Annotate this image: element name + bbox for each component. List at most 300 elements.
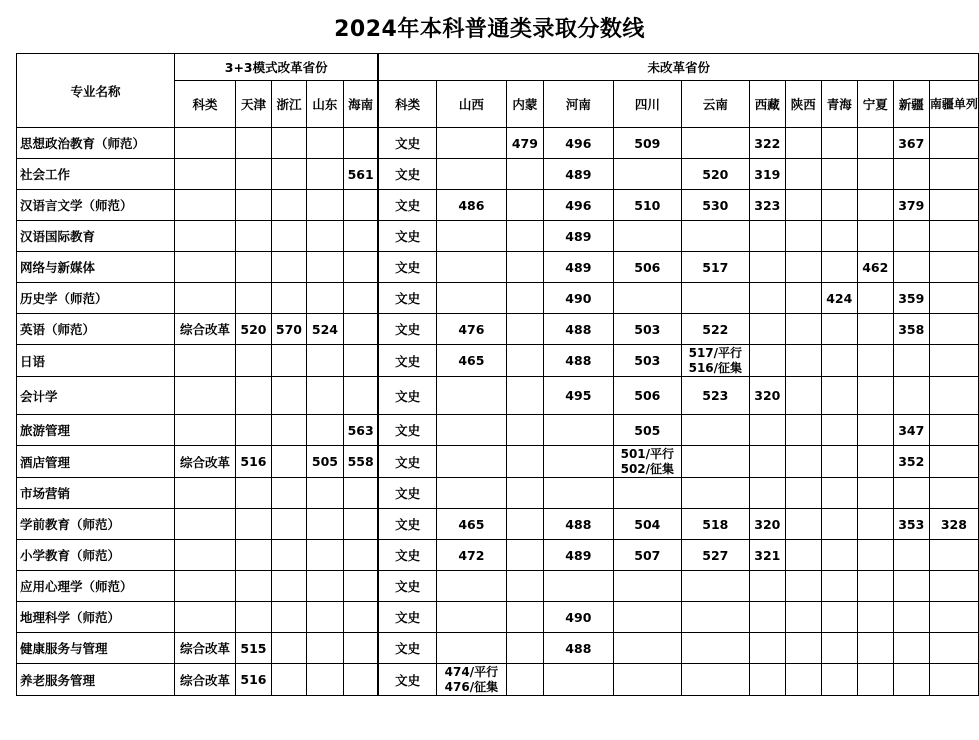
nonreform-score-cell <box>436 252 506 283</box>
reform-score-cell <box>306 602 343 633</box>
reform-score-cell <box>174 252 235 283</box>
reform-score-cell <box>271 571 306 602</box>
table-row <box>17 314 979 345</box>
nonreform-score-cell <box>436 377 506 415</box>
nonreform-score-cell <box>857 221 893 252</box>
nonreform-score-cell: 465 <box>436 345 506 377</box>
table-row <box>17 540 979 571</box>
nonreform-score-cell <box>749 571 785 602</box>
nonreform-score-cell: 488 <box>543 633 613 664</box>
reform-score-cell <box>343 221 378 252</box>
nonreform-score-cell <box>506 478 543 509</box>
nonreform-score-cell: 503 <box>613 314 681 345</box>
nonreform-score-cell <box>893 602 929 633</box>
reform-score-cell <box>235 190 271 221</box>
nonreform-score-cell: 503 <box>613 345 681 377</box>
header-nonreform-col: 河南 <box>543 81 613 128</box>
nonreform-score-cell <box>893 252 929 283</box>
nonreform-score-cell: 文史 <box>378 664 436 696</box>
reform-score-cell <box>174 478 235 509</box>
nonreform-score-cell <box>821 128 857 159</box>
header-nonreform-group: 未改革省份 <box>378 54 978 81</box>
nonreform-score-cell <box>749 221 785 252</box>
nonreform-score-cell: 319 <box>749 159 785 190</box>
nonreform-score-cell: 489 <box>543 540 613 571</box>
table-row <box>17 283 979 314</box>
nonreform-score-cell <box>929 478 978 509</box>
reform-score-cell <box>271 128 306 159</box>
nonreform-score-cell: 527 <box>681 540 749 571</box>
reform-score-cell <box>343 664 378 696</box>
table-row <box>17 190 979 221</box>
nonreform-score-cell <box>613 602 681 633</box>
nonreform-score-cell: 文史 <box>378 190 436 221</box>
nonreform-score-cell <box>929 221 978 252</box>
nonreform-score-cell <box>929 128 978 159</box>
reform-score-cell <box>271 446 306 478</box>
nonreform-score-cell <box>929 415 978 446</box>
nonreform-score-cell: 文史 <box>378 571 436 602</box>
reform-score-cell <box>271 190 306 221</box>
nonreform-score-cell <box>821 314 857 345</box>
nonreform-score-cell <box>821 664 857 696</box>
nonreform-score-cell <box>506 159 543 190</box>
reform-score-cell: 516 <box>235 664 271 696</box>
nonreform-score-cell <box>857 345 893 377</box>
reform-score-cell <box>235 509 271 540</box>
header-nonreform-col: 云南 <box>681 81 749 128</box>
nonreform-score-cell <box>785 314 821 345</box>
reform-score-cell: 516 <box>235 446 271 478</box>
nonreform-score-cell: 465 <box>436 509 506 540</box>
reform-score-cell <box>235 159 271 190</box>
nonreform-score-cell: 320 <box>749 377 785 415</box>
reform-score-cell: 综合改革 <box>174 314 235 345</box>
reform-score-cell: 515 <box>235 633 271 664</box>
nonreform-score-cell: 488 <box>543 345 613 377</box>
nonreform-score-cell <box>929 664 978 696</box>
reform-score-cell <box>235 252 271 283</box>
nonreform-score-cell <box>613 221 681 252</box>
nonreform-score-cell: 490 <box>543 283 613 314</box>
nonreform-score-cell <box>821 571 857 602</box>
nonreform-score-cell <box>857 633 893 664</box>
nonreform-score-cell <box>785 509 821 540</box>
nonreform-score-cell <box>929 633 978 664</box>
nonreform-score-cell <box>543 446 613 478</box>
reform-score-cell <box>343 571 378 602</box>
header-nonreform-col: 山西 <box>436 81 506 128</box>
nonreform-score-cell <box>681 602 749 633</box>
nonreform-score-cell: 文史 <box>378 221 436 252</box>
reform-score-cell <box>174 602 235 633</box>
nonreform-score-cell <box>857 314 893 345</box>
nonreform-score-cell: 424 <box>821 283 857 314</box>
reform-score-cell <box>174 128 235 159</box>
nonreform-score-cell <box>506 345 543 377</box>
nonreform-score-cell <box>749 633 785 664</box>
nonreform-score-cell <box>893 633 929 664</box>
major-name-cell: 应用心理学（师范） <box>17 571 175 602</box>
header-reform-group: 3+3模式改革省份 <box>174 54 378 81</box>
nonreform-score-cell: 353 <box>893 509 929 540</box>
reform-score-cell <box>343 509 378 540</box>
nonreform-score-cell <box>821 221 857 252</box>
reform-score-cell <box>343 633 378 664</box>
reform-score-cell <box>174 345 235 377</box>
nonreform-score-cell <box>543 478 613 509</box>
nonreform-score-cell: 347 <box>893 415 929 446</box>
nonreform-score-cell: 490 <box>543 602 613 633</box>
table-row <box>17 252 979 283</box>
nonreform-score-cell <box>821 446 857 478</box>
nonreform-score-cell <box>436 128 506 159</box>
nonreform-score-cell: 486 <box>436 190 506 221</box>
nonreform-score-cell <box>613 478 681 509</box>
nonreform-score-cell: 323 <box>749 190 785 221</box>
major-name-cell: 社会工作 <box>17 159 175 190</box>
major-name-cell: 思想政治教育（师范） <box>17 128 175 159</box>
nonreform-score-cell: 322 <box>749 128 785 159</box>
reform-score-cell: 综合改革 <box>174 664 235 696</box>
nonreform-score-cell: 352 <box>893 446 929 478</box>
nonreform-score-cell <box>681 415 749 446</box>
reform-score-cell <box>343 377 378 415</box>
nonreform-score-cell <box>821 478 857 509</box>
reform-score-cell <box>271 664 306 696</box>
nonreform-score-cell <box>785 415 821 446</box>
nonreform-score-cell <box>785 540 821 571</box>
reform-score-cell <box>174 159 235 190</box>
header-nonreform-col: 陕西 <box>785 81 821 128</box>
nonreform-score-cell <box>893 540 929 571</box>
nonreform-score-cell <box>893 571 929 602</box>
header-reform-col: 科类 <box>174 81 235 128</box>
reform-score-cell <box>306 478 343 509</box>
nonreform-score-cell: 479 <box>506 128 543 159</box>
nonreform-score-cell <box>681 571 749 602</box>
reform-score-cell <box>306 345 343 377</box>
reform-score-cell <box>343 540 378 571</box>
nonreform-score-cell: 文史 <box>378 314 436 345</box>
nonreform-score-cell <box>821 540 857 571</box>
nonreform-score-cell <box>506 664 543 696</box>
nonreform-score-cell: 510 <box>613 190 681 221</box>
reform-score-cell <box>343 128 378 159</box>
nonreform-score-cell <box>613 633 681 664</box>
reform-score-cell <box>343 283 378 314</box>
nonreform-score-cell <box>436 478 506 509</box>
nonreform-score-cell <box>785 446 821 478</box>
reform-score-cell <box>271 633 306 664</box>
reform-score-cell <box>271 602 306 633</box>
reform-score-cell <box>271 345 306 377</box>
nonreform-score-cell <box>543 571 613 602</box>
nonreform-score-cell <box>821 190 857 221</box>
nonreform-score-cell: 488 <box>543 509 613 540</box>
nonreform-score-cell <box>506 633 543 664</box>
nonreform-score-cell <box>929 190 978 221</box>
nonreform-score-cell: 517/平行 516/征集 <box>681 345 749 377</box>
nonreform-score-cell <box>436 221 506 252</box>
nonreform-score-cell: 文史 <box>378 446 436 478</box>
reform-score-cell: 综合改革 <box>174 446 235 478</box>
header-major: 专业名称 <box>17 54 175 128</box>
nonreform-score-cell <box>857 540 893 571</box>
nonreform-score-cell <box>857 190 893 221</box>
nonreform-score-cell <box>893 345 929 377</box>
reform-score-cell <box>235 571 271 602</box>
header-reform-col: 浙江 <box>271 81 306 128</box>
score-table <box>16 53 979 696</box>
reform-score-cell <box>235 478 271 509</box>
header-nonreform-col: 内蒙 <box>506 81 543 128</box>
nonreform-score-cell <box>749 314 785 345</box>
reform-score-cell <box>343 190 378 221</box>
table-body <box>17 128 979 696</box>
nonreform-score-cell <box>506 571 543 602</box>
nonreform-score-cell <box>436 602 506 633</box>
nonreform-score-cell <box>785 159 821 190</box>
reform-score-cell <box>174 221 235 252</box>
table-row <box>17 509 979 540</box>
nonreform-score-cell <box>785 664 821 696</box>
nonreform-score-cell <box>785 252 821 283</box>
header-nonreform-col: 南疆单列 <box>929 81 978 128</box>
nonreform-score-cell: 489 <box>543 252 613 283</box>
nonreform-score-cell <box>929 571 978 602</box>
nonreform-score-cell <box>821 252 857 283</box>
major-name-cell: 汉语国际教育 <box>17 221 175 252</box>
reform-score-cell <box>174 377 235 415</box>
nonreform-score-cell: 517 <box>681 252 749 283</box>
nonreform-score-cell: 文史 <box>378 252 436 283</box>
reform-score-cell: 综合改革 <box>174 633 235 664</box>
nonreform-score-cell: 520 <box>681 159 749 190</box>
nonreform-score-cell: 505 <box>613 415 681 446</box>
nonreform-score-cell <box>543 664 613 696</box>
reform-score-cell <box>235 128 271 159</box>
nonreform-score-cell <box>749 345 785 377</box>
nonreform-score-cell: 379 <box>893 190 929 221</box>
header-nonreform-col: 宁夏 <box>857 81 893 128</box>
nonreform-score-cell <box>681 664 749 696</box>
nonreform-score-cell <box>893 221 929 252</box>
reform-score-cell <box>271 478 306 509</box>
table-row <box>17 571 979 602</box>
nonreform-score-cell: 462 <box>857 252 893 283</box>
nonreform-score-cell <box>613 571 681 602</box>
table-row <box>17 377 979 415</box>
nonreform-score-cell: 359 <box>893 283 929 314</box>
reform-score-cell: 561 <box>343 159 378 190</box>
table-row <box>17 478 979 509</box>
nonreform-score-cell <box>821 159 857 190</box>
nonreform-score-cell <box>929 540 978 571</box>
table-row <box>17 345 979 377</box>
reform-score-cell <box>271 377 306 415</box>
nonreform-score-cell: 文史 <box>378 602 436 633</box>
nonreform-score-cell <box>749 446 785 478</box>
reform-score-cell <box>174 540 235 571</box>
nonreform-score-cell <box>929 159 978 190</box>
nonreform-score-cell <box>857 415 893 446</box>
reform-score-cell <box>306 283 343 314</box>
nonreform-score-cell: 506 <box>613 377 681 415</box>
nonreform-score-cell <box>893 159 929 190</box>
reform-score-cell <box>271 415 306 446</box>
nonreform-score-cell <box>857 509 893 540</box>
nonreform-score-cell <box>506 221 543 252</box>
reform-score-cell <box>306 252 343 283</box>
nonreform-score-cell: 文史 <box>378 128 436 159</box>
nonreform-score-cell <box>436 446 506 478</box>
header-reform-col: 海南 <box>343 81 378 128</box>
nonreform-score-cell: 文史 <box>378 159 436 190</box>
reform-score-cell <box>235 415 271 446</box>
nonreform-score-cell <box>785 128 821 159</box>
major-name-cell: 地理科学（师范） <box>17 602 175 633</box>
nonreform-score-cell <box>857 571 893 602</box>
reform-score-cell <box>235 540 271 571</box>
nonreform-score-cell <box>929 446 978 478</box>
nonreform-score-cell <box>613 159 681 190</box>
nonreform-score-cell <box>749 602 785 633</box>
nonreform-score-cell <box>681 221 749 252</box>
nonreform-score-cell <box>785 571 821 602</box>
table-row <box>17 415 979 446</box>
reform-score-cell <box>343 314 378 345</box>
nonreform-score-cell <box>506 602 543 633</box>
nonreform-score-cell <box>785 190 821 221</box>
nonreform-score-cell: 文史 <box>378 633 436 664</box>
nonreform-score-cell <box>436 159 506 190</box>
major-name-cell: 小学教育（师范） <box>17 540 175 571</box>
nonreform-score-cell <box>857 377 893 415</box>
nonreform-score-cell <box>821 509 857 540</box>
major-name-cell: 学前教育（师范） <box>17 509 175 540</box>
nonreform-score-cell <box>436 415 506 446</box>
reform-score-cell <box>271 252 306 283</box>
reform-score-cell <box>306 571 343 602</box>
nonreform-score-cell: 509 <box>613 128 681 159</box>
major-name-cell: 健康服务与管理 <box>17 633 175 664</box>
reform-score-cell <box>235 283 271 314</box>
major-name-cell: 网络与新媒体 <box>17 252 175 283</box>
table-row <box>17 128 979 159</box>
nonreform-score-cell <box>857 128 893 159</box>
reform-score-cell: 520 <box>235 314 271 345</box>
header-nonreform-col: 西藏 <box>749 81 785 128</box>
reform-score-cell: 505 <box>306 446 343 478</box>
nonreform-score-cell <box>506 190 543 221</box>
reform-score-cell <box>343 602 378 633</box>
nonreform-score-cell <box>785 633 821 664</box>
nonreform-score-cell: 文史 <box>378 345 436 377</box>
reform-score-cell: 524 <box>306 314 343 345</box>
table-row <box>17 633 979 664</box>
nonreform-score-cell <box>857 478 893 509</box>
reform-score-cell <box>306 415 343 446</box>
reform-score-cell <box>235 345 271 377</box>
nonreform-score-cell: 506 <box>613 252 681 283</box>
reform-score-cell <box>343 478 378 509</box>
reform-score-cell <box>174 571 235 602</box>
page-title: 2024年本科普通类录取分数线 <box>334 17 645 42</box>
table-row <box>17 602 979 633</box>
nonreform-score-cell: 504 <box>613 509 681 540</box>
nonreform-score-cell <box>857 602 893 633</box>
nonreform-score-cell <box>785 283 821 314</box>
nonreform-score-cell: 476 <box>436 314 506 345</box>
nonreform-score-cell <box>436 633 506 664</box>
nonreform-score-cell <box>506 377 543 415</box>
nonreform-score-cell <box>436 283 506 314</box>
table-row <box>17 664 979 696</box>
nonreform-score-cell <box>749 283 785 314</box>
nonreform-score-cell <box>893 478 929 509</box>
nonreform-score-cell <box>929 345 978 377</box>
nonreform-score-cell <box>506 509 543 540</box>
nonreform-score-cell <box>749 664 785 696</box>
nonreform-score-cell: 328 <box>929 509 978 540</box>
reform-score-cell <box>174 283 235 314</box>
reform-score-cell <box>235 377 271 415</box>
reform-score-cell <box>174 190 235 221</box>
nonreform-score-cell <box>681 446 749 478</box>
nonreform-score-cell: 496 <box>543 190 613 221</box>
nonreform-score-cell <box>506 446 543 478</box>
major-name-cell: 日语 <box>17 345 175 377</box>
reform-score-cell: 563 <box>343 415 378 446</box>
nonreform-score-cell: 321 <box>749 540 785 571</box>
major-name-cell: 会计学 <box>17 377 175 415</box>
reform-score-cell <box>306 159 343 190</box>
nonreform-score-cell <box>821 377 857 415</box>
nonreform-score-cell <box>857 283 893 314</box>
nonreform-score-cell: 文史 <box>378 415 436 446</box>
nonreform-score-cell <box>613 283 681 314</box>
nonreform-score-cell: 文史 <box>378 283 436 314</box>
nonreform-score-cell: 文史 <box>378 377 436 415</box>
reform-score-cell <box>271 509 306 540</box>
header-nonreform-col: 四川 <box>613 81 681 128</box>
nonreform-score-cell <box>821 345 857 377</box>
nonreform-score-cell: 358 <box>893 314 929 345</box>
reform-score-cell <box>235 602 271 633</box>
table-row <box>17 221 979 252</box>
reform-score-cell <box>235 221 271 252</box>
nonreform-score-cell: 523 <box>681 377 749 415</box>
nonreform-score-cell: 522 <box>681 314 749 345</box>
reform-score-cell <box>271 221 306 252</box>
major-name-cell: 酒店管理 <box>17 446 175 478</box>
nonreform-score-cell: 文史 <box>378 478 436 509</box>
reform-score-cell <box>343 345 378 377</box>
nonreform-score-cell: 320 <box>749 509 785 540</box>
nonreform-score-cell <box>506 314 543 345</box>
nonreform-score-cell <box>785 377 821 415</box>
nonreform-score-cell <box>857 664 893 696</box>
reform-score-cell <box>306 540 343 571</box>
nonreform-score-cell <box>785 602 821 633</box>
nonreform-score-cell: 489 <box>543 159 613 190</box>
nonreform-score-cell <box>749 252 785 283</box>
nonreform-score-cell: 495 <box>543 377 613 415</box>
major-name-cell: 市场营销 <box>17 478 175 509</box>
nonreform-score-cell <box>821 633 857 664</box>
nonreform-score-cell <box>929 283 978 314</box>
